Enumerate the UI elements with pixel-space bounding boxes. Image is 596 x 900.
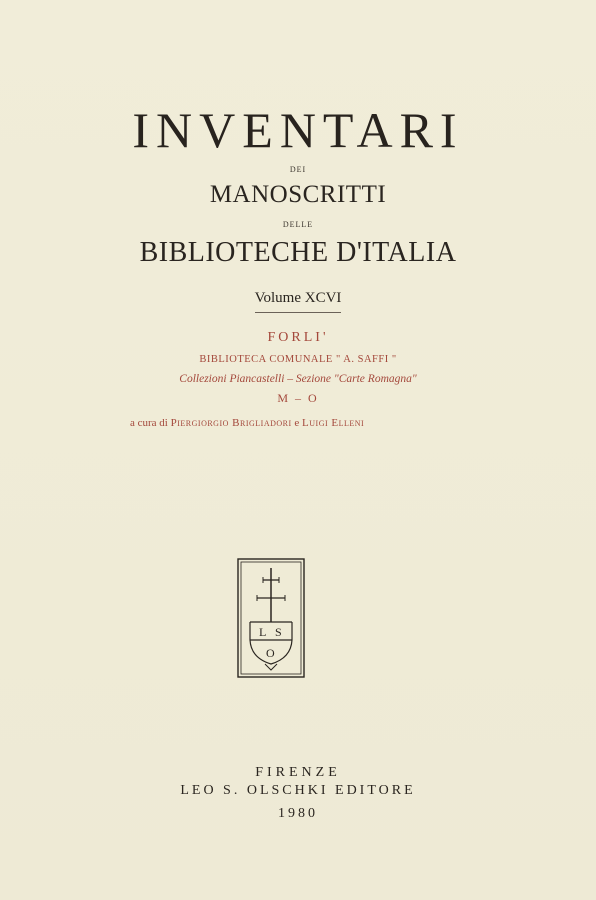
letter-range: M – O [277,391,319,405]
series-title: INVENTARI [132,102,464,158]
emblem-letter-o: O [266,646,275,660]
editors-conjunction: e [294,417,300,429]
collection-name: Collezioni Piancastelli – Sezione "Carte Romagna" [179,373,417,385]
library-name: BIBLIOTECA COMUNALE " A. SAFFI " [199,354,397,365]
editors-prefix: a cura di [130,417,168,429]
series-title-manoscritti: MANOSCRITTI [209,181,387,208]
imprint-place: FIRENZE [255,765,341,780]
divider-rule [255,312,341,313]
city-heading: FORLI' [267,330,329,345]
imprint-year: 1980 [278,806,318,821]
imprint-publisher: LEO S. OLSCHKI EDITORE [180,783,416,798]
emblem-letter-l: L [259,625,267,639]
emblem-letter-s: S [275,625,282,639]
editor-name-2: Luigi Elleni [302,417,365,429]
editor-name-1: Piergiorgio Brigliadori [170,417,292,429]
editors-line [130,416,470,430]
publisher-emblem-icon [237,558,305,678]
volume-number: Volume XCVI [254,290,342,306]
series-title-biblioteche: BIBLIOTECHE D'ITALIA [139,237,457,268]
series-title-dei: DEI [289,165,307,174]
series-title-delle: DELLE [282,220,314,229]
